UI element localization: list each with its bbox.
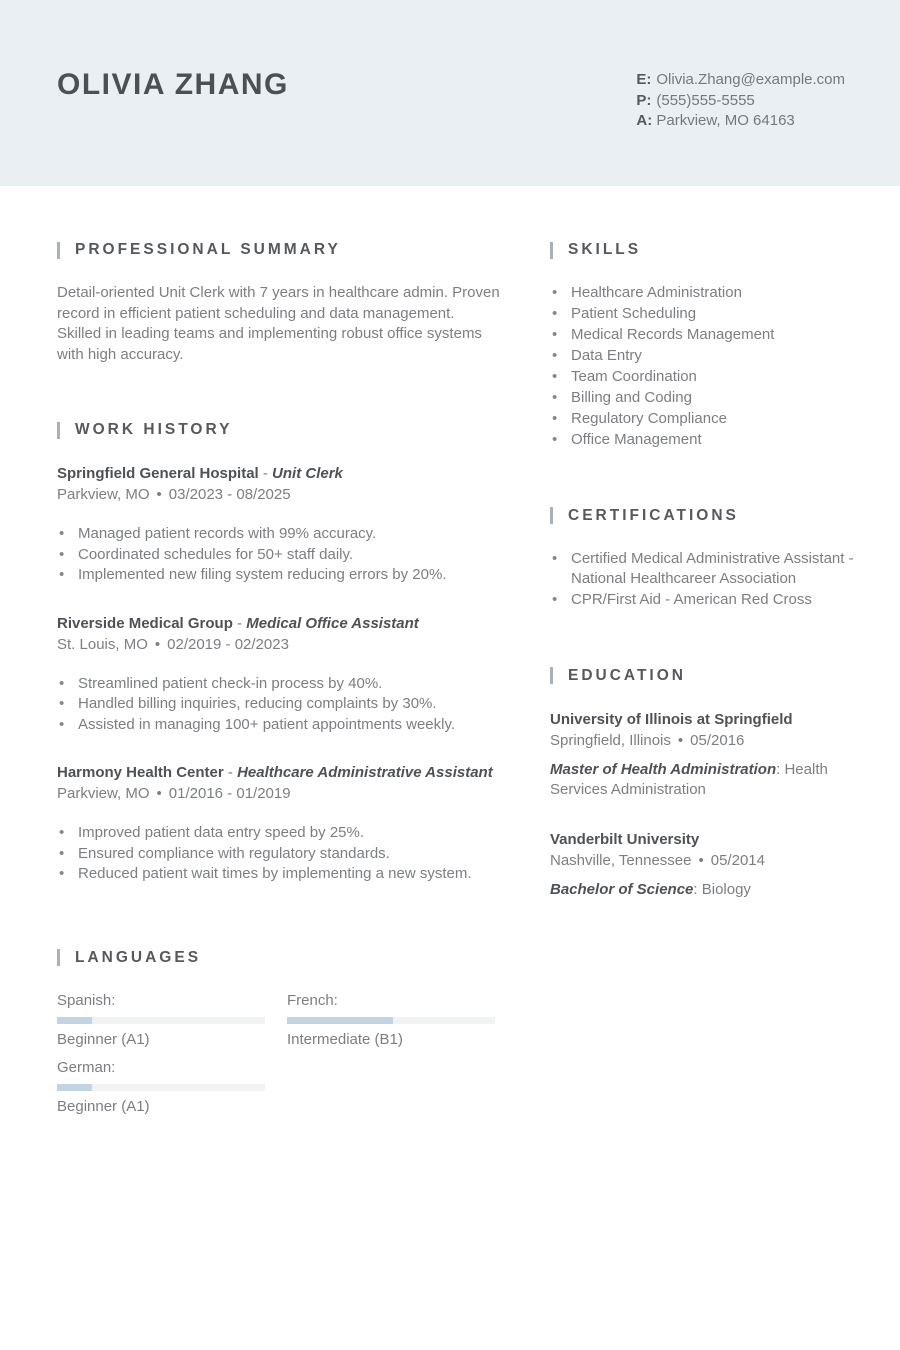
education-entry: [550, 829, 868, 901]
contact-value: Parkview, MO 64163: [656, 112, 795, 129]
skill-item: • Healthcare Administration: [550, 283, 868, 304]
job-bullet: • Reduced patient wait times by implementing a new system.: [57, 864, 502, 885]
languages-grid: [57, 991, 502, 1116]
job-bullet: • Improved patient data entry speed by 25%.: [57, 823, 502, 844]
dot-separator: •: [154, 635, 161, 653]
education-degree: Master of Health Administration: [550, 760, 777, 778]
languages-heading: [57, 949, 502, 967]
education-meta: [550, 850, 868, 871]
language-progress-fill: [287, 1017, 393, 1024]
contact-value: Olivia.Zhang@example.com: [656, 71, 845, 88]
job-dates: 01/2016 - 01/2019: [168, 785, 291, 802]
job-title-line: [57, 613, 502, 634]
education-date: 05/2016: [690, 731, 745, 749]
language-progress-bar: [57, 1017, 265, 1024]
contact-label: E:: [636, 71, 652, 88]
job-meta: [57, 484, 502, 505]
job-role: Medical Office Assistant: [246, 614, 419, 632]
contact-row: [636, 70, 845, 91]
right-column: [550, 241, 868, 1116]
job-dash: -: [232, 614, 247, 632]
skill-item: • Office Management: [550, 430, 868, 451]
summary-heading: [57, 241, 502, 259]
education-heading: [550, 667, 868, 685]
education-school: Vanderbilt University: [550, 830, 700, 848]
language-item: [57, 991, 265, 1049]
section-certifications: [550, 507, 868, 611]
job-bullet: • Managed patient records with 99% accuracy.: [57, 524, 502, 545]
language-progress-bar: [287, 1017, 495, 1024]
education-list: [550, 709, 868, 901]
job-entry: [57, 613, 502, 736]
contact-block: [636, 70, 845, 132]
job-role: Unit Clerk: [272, 465, 343, 482]
language-progress-fill: [57, 1084, 92, 1091]
education-degree: Bachelor of Science: [550, 880, 694, 898]
job-title-line: [57, 463, 502, 484]
job-dash: -: [258, 465, 273, 482]
skills-heading: [550, 241, 868, 259]
education-school: University of Illinois at Springfield: [550, 710, 793, 728]
dot-separator: •: [156, 486, 162, 503]
skill-item: • Regulatory Compliance: [550, 409, 868, 430]
language-level: Intermediate (B1): [287, 1030, 403, 1048]
heading-pipe-icon: [550, 507, 553, 524]
languages-title: LANGUAGES: [75, 948, 202, 966]
job-entry: [57, 762, 502, 885]
heading-pipe-icon: [550, 667, 553, 684]
job-dates: 03/2023 - 08/2025: [168, 486, 291, 503]
dot-separator: •: [698, 851, 704, 869]
education-title: EDUCATION: [568, 666, 686, 684]
candidate-name: OLIVIA ZHANG: [57, 68, 289, 101]
work-history-title: WORK HISTORY: [75, 421, 233, 438]
main-content: [0, 186, 900, 1116]
education-meta: [550, 730, 868, 751]
job-bullets: [57, 524, 502, 586]
contact-row: [636, 111, 845, 132]
language-item: [57, 1058, 265, 1116]
certifications-list: [550, 549, 868, 611]
job-bullet: • Coordinated schedules for 50+ staff daily.: [57, 545, 502, 566]
language-name: Spanish:: [57, 991, 116, 1009]
skill-item: • Patient Scheduling: [550, 304, 868, 325]
skill-item: • Team Coordination: [550, 367, 868, 388]
job-location: St. Louis, MO: [57, 635, 148, 653]
job-location: Parkview, MO: [57, 785, 150, 802]
contact-label: P:: [636, 91, 652, 109]
skills-title: SKILLS: [568, 241, 642, 258]
language-progress-fill: [57, 1017, 92, 1024]
job-company: Springfield General Hospital: [57, 465, 259, 482]
job-entry: [57, 463, 502, 586]
contact-value: (555)555-5555: [656, 91, 755, 109]
skill-item: • Data Entry: [550, 346, 868, 367]
job-bullet: • Handled billing inquiries, reducing complaints by 30%.: [57, 694, 502, 715]
section-education: [550, 667, 868, 901]
job-role: Healthcare Administrative Assistant: [237, 764, 493, 781]
skill-item: • Billing and Coding: [550, 388, 868, 409]
certifications-title: CERTIFICATIONS: [568, 506, 739, 524]
heading-pipe-icon: [57, 949, 60, 966]
job-bullets: [57, 674, 502, 736]
job-bullet: • Streamlined patient check-in process by 40%.: [57, 674, 502, 695]
job-bullet: • Implemented new filing system reducing errors by 20%.: [57, 565, 502, 586]
job-location: Parkview, MO: [57, 486, 150, 503]
education-degree-line: [550, 880, 868, 901]
section-work-history: [57, 421, 502, 885]
education-field: : Biology: [693, 880, 751, 898]
certifications-heading: [550, 507, 868, 525]
dot-separator: •: [156, 785, 162, 802]
dot-separator: •: [677, 731, 684, 749]
education-entry: [550, 709, 868, 801]
education-location: Springfield, Illinois: [550, 731, 671, 749]
heading-pipe-icon: [57, 242, 60, 259]
certification-item: • CPR/First Aid - American Red Cross: [550, 590, 868, 611]
job-meta: [57, 634, 502, 655]
job-meta: [57, 783, 502, 804]
contact-row: [636, 91, 845, 112]
section-languages: [57, 949, 502, 1116]
work-history-heading: [57, 421, 502, 439]
job-company: Riverside Medical Group: [57, 614, 233, 632]
skills-list: [550, 283, 868, 451]
job-bullet: • Ensured compliance with regulatory standards.: [57, 844, 502, 865]
jobs-list: [57, 463, 502, 885]
left-column: [57, 241, 502, 1116]
job-dates: 02/2019 - 02/2023: [167, 635, 289, 653]
education-degree-line: [550, 760, 868, 801]
language-level: Beginner (A1): [57, 1030, 150, 1048]
job-bullet: • Assisted in managing 100+ patient appointments weekly.: [57, 715, 502, 736]
language-name: French:: [287, 991, 338, 1009]
language-level: Beginner (A1): [57, 1097, 150, 1115]
heading-pipe-icon: [550, 242, 553, 259]
summary-title: PROFESSIONAL SUMMARY: [75, 241, 341, 258]
language-name: German:: [57, 1058, 116, 1076]
job-dash: -: [223, 764, 238, 781]
job-title-line: [57, 762, 502, 783]
education-date: 05/2014: [710, 851, 765, 869]
heading-pipe-icon: [57, 422, 60, 439]
section-skills: [550, 241, 868, 451]
section-professional-summary: [57, 241, 502, 365]
education-location: Nashville, Tennessee: [550, 851, 692, 869]
job-company: Harmony Health Center: [57, 764, 224, 781]
skill-item: • Medical Records Management: [550, 325, 868, 346]
contact-label: A:: [636, 112, 653, 129]
header: [0, 0, 900, 186]
certification-item: • Certified Medical Administrative Assistant - National Healthcareer Association: [550, 549, 868, 590]
language-progress-bar: [57, 1084, 265, 1091]
job-bullets: [57, 823, 502, 885]
education-field: : Health Services Administration: [550, 760, 828, 798]
language-item: [287, 991, 495, 1049]
summary-text: Detail-oriented Unit Clerk with 7 years in healthcare admin. Proven record in efficient patient scheduling and data management. Skilled in leading teams and implementing robust office systems with high accuracy.: [57, 284, 500, 363]
